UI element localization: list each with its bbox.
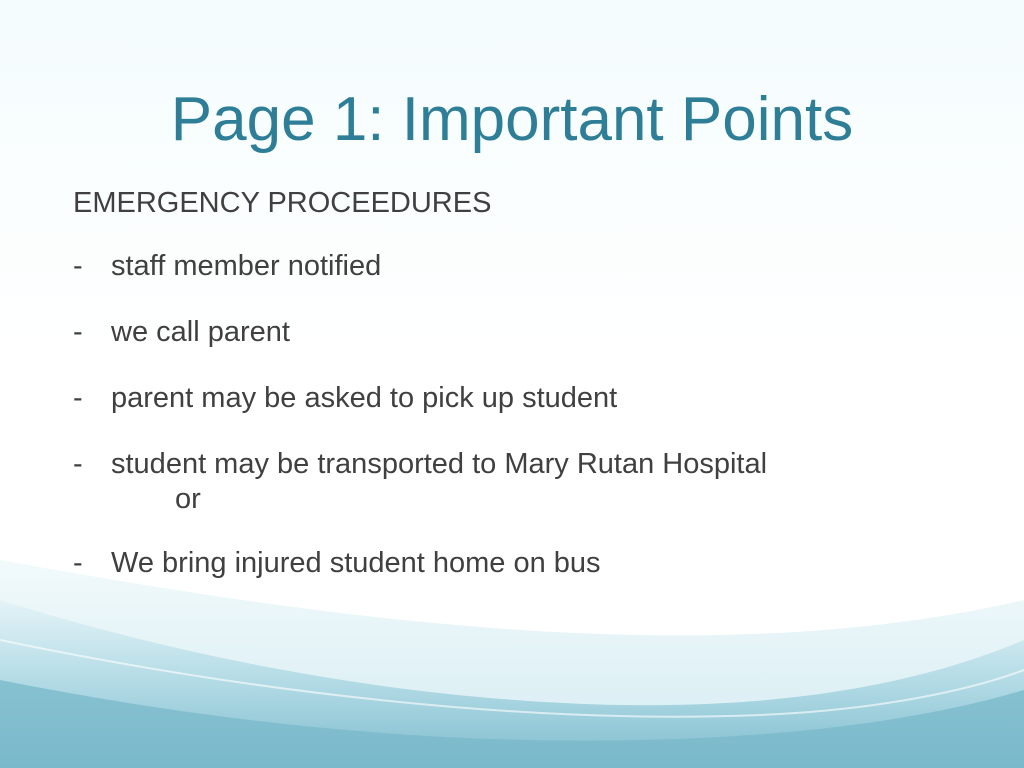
section-heading: EMERGENCY PROCEEDURES (73, 187, 492, 219)
bullet-item (73, 380, 953, 417)
bullet-dash: - (73, 547, 83, 579)
bullet-dash: - (73, 448, 83, 480)
slide-title: Page 1: Important Points (170, 85, 854, 154)
bullet-dash: - (73, 316, 83, 348)
bullet-item (73, 446, 953, 516)
bullet-continuation: or (175, 483, 201, 515)
bullet-text: student may be transported to Mary Rutan Hospital (111, 448, 768, 480)
bullet-item (73, 248, 953, 285)
bullet-text: We bring injured student home on bus (111, 547, 601, 579)
bullet-item (73, 545, 953, 582)
bullet-item (73, 314, 953, 351)
bullet-dash: - (73, 250, 83, 282)
bullet-text: we call parent (111, 316, 290, 348)
bullet-list (73, 248, 953, 611)
bullet-text: staff member notified (111, 250, 382, 282)
bullet-text: parent may be asked to pick up student (111, 382, 618, 414)
bullet-dash: - (73, 382, 83, 414)
